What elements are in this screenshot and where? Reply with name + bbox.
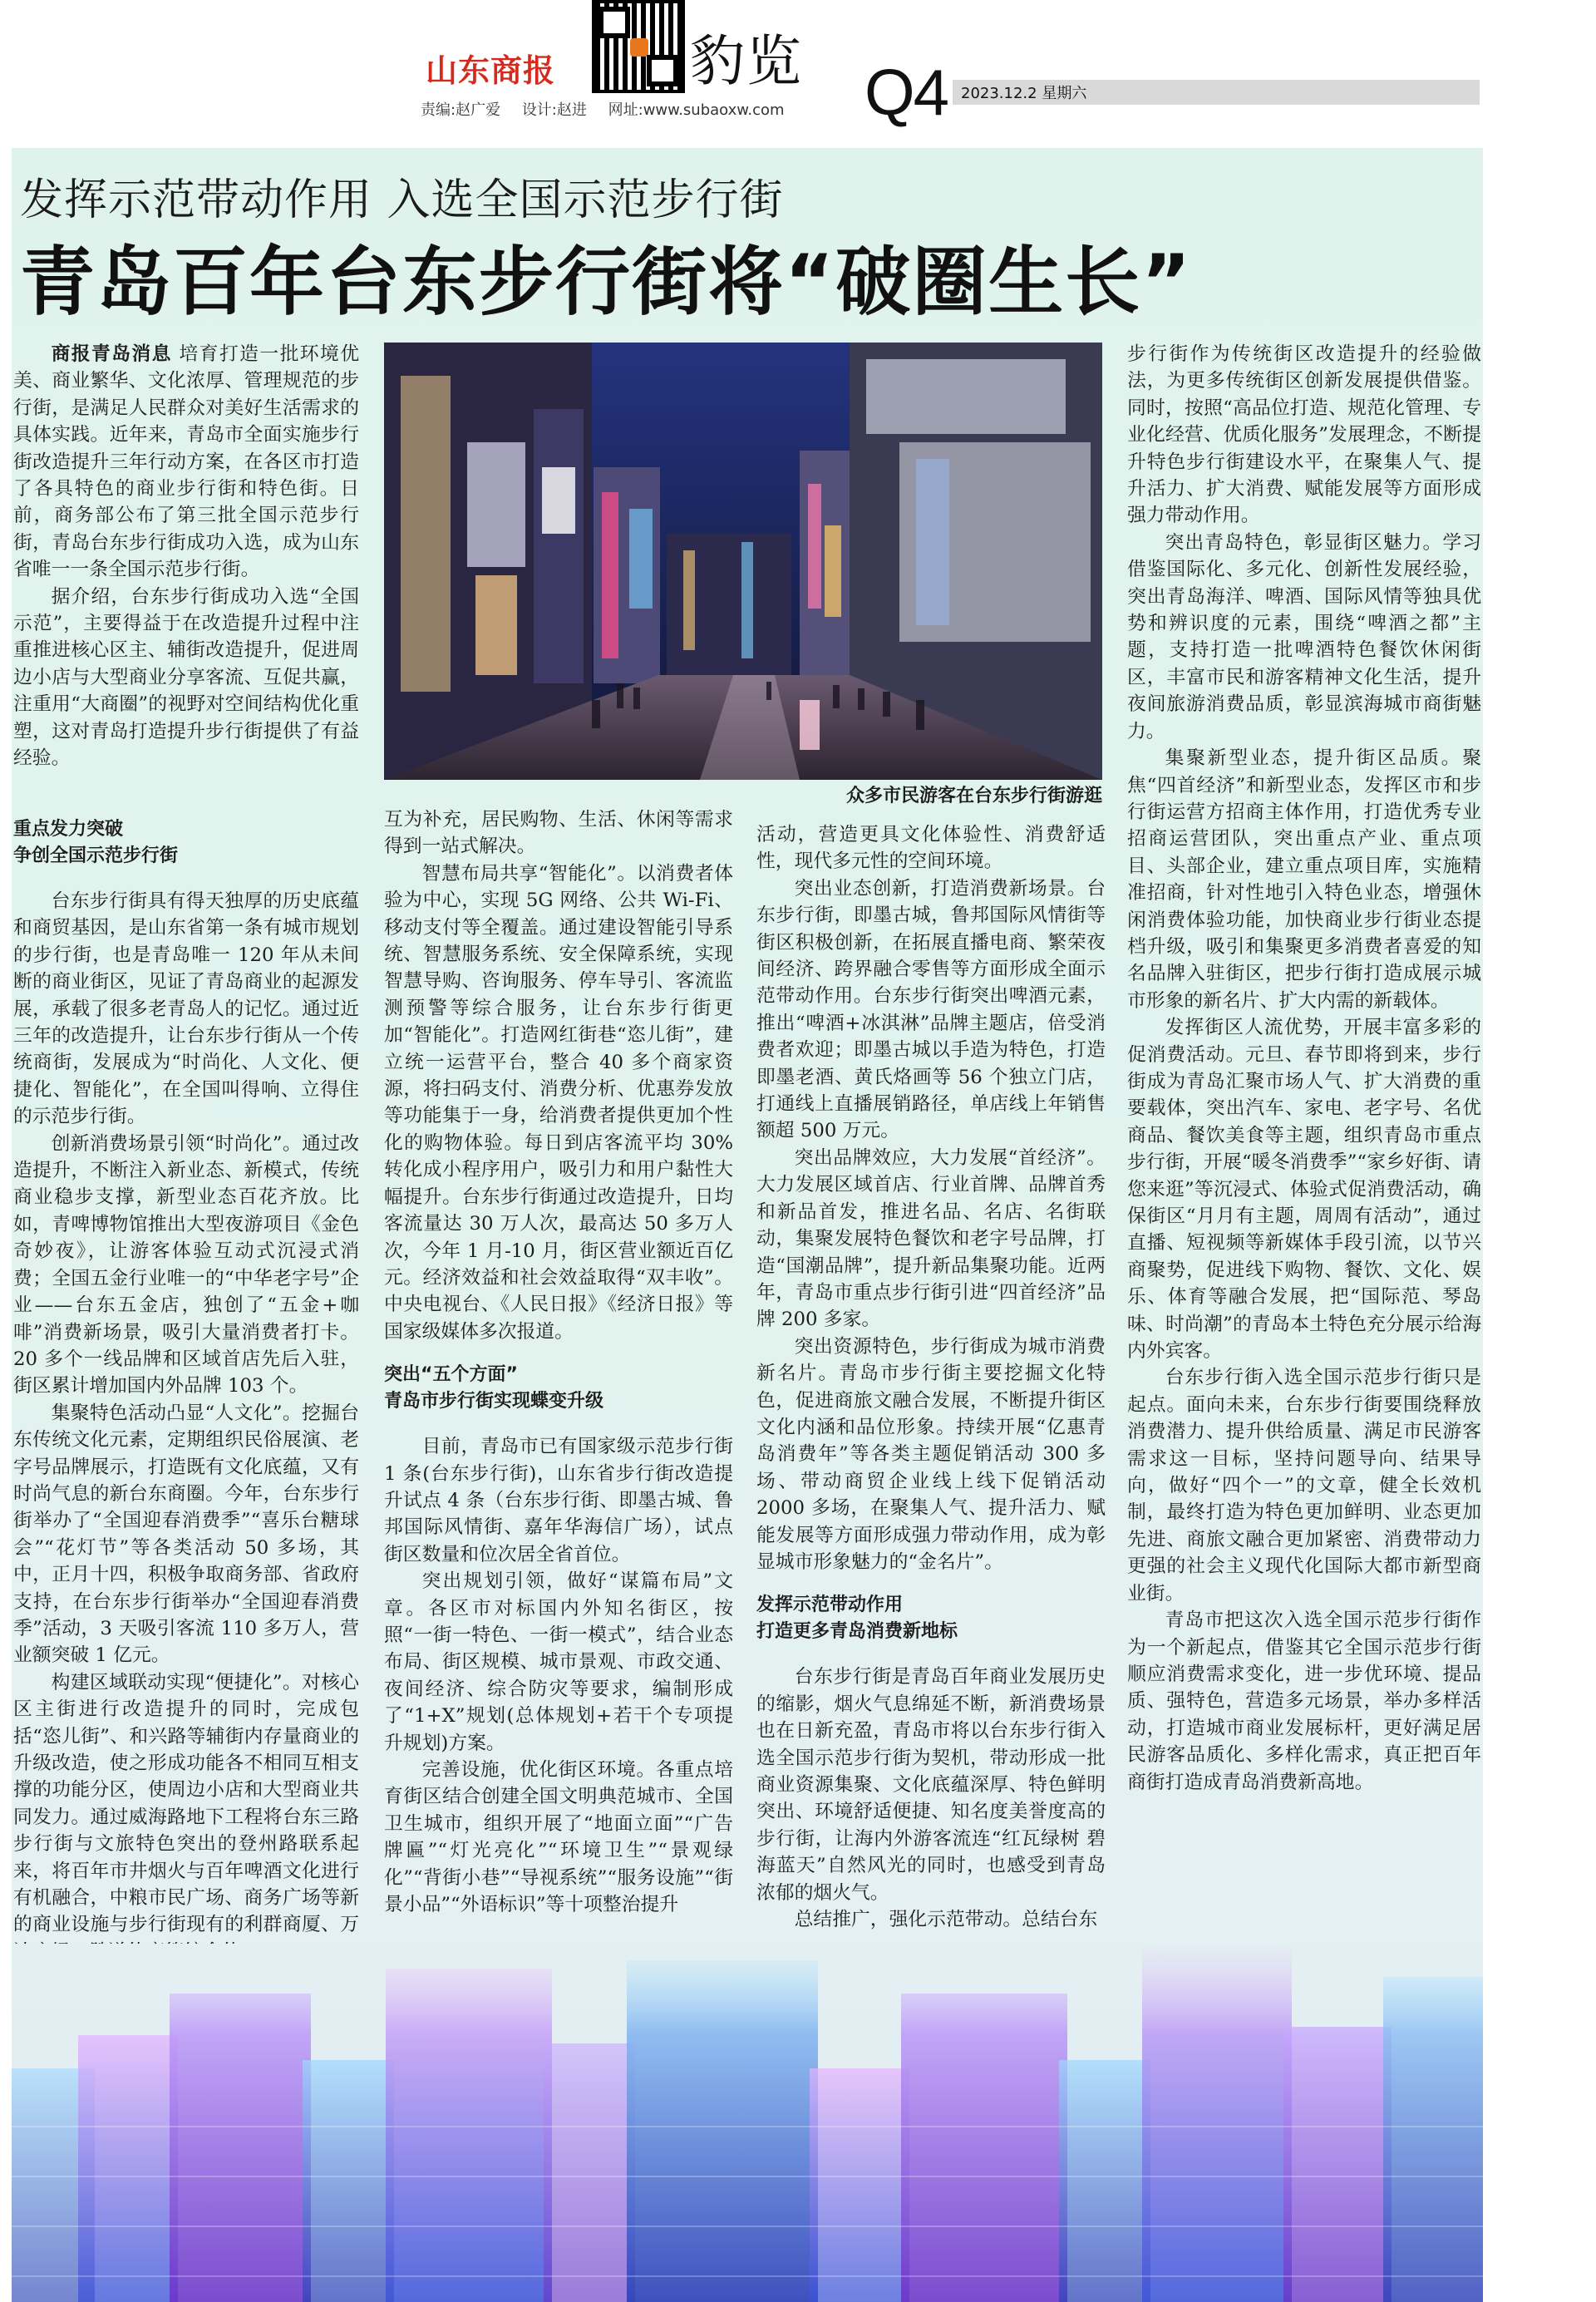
section-1-heading-line-2: 争创全国示范步行街 <box>13 845 179 866</box>
section-3-heading <box>756 1592 1106 1645</box>
section-3-heading-line-2: 打造更多青岛消费新地标 <box>756 1621 958 1643</box>
night-street-image <box>384 343 1102 780</box>
section-2-heading-line-2: 青岛市步行街实现蝶变升级 <box>384 1391 604 1412</box>
paragraph: 台东步行街入选全国示范步行街只是起点。面向未来，台东步行街要围绕释放消费潜力、提升供给质量、满足市民游客需求这一目标，坚持问题导向、结果导向，做好“四个一”的文章，健全长效机制，最终打造为特色更加鲜明、业态更加先进、商旅文融合更加紧密、消费带动力更强的社会主义现代化国际大都市新型商业街。 <box>1127 1367 1481 1604</box>
paragraph-continued: 互为补充，居民购物、生活、休闲等需求得到一站式解决。 <box>384 809 733 858</box>
section-1-heading <box>13 816 359 870</box>
column-4 <box>1127 341 1481 1796</box>
paragraph: 智慧布局共享“智能化”。以消费者体验为中心，实现 5G 网络、公共 Wi-Fi、移动支付等全覆盖。通过建设智能引导系统、智慧服务系统、安全保障系统，实现智慧导购、咨询服务、停车导引、客流监测预警等综合服务，让台东步行街更加“智能化”。打造网红街巷“恣儿街”，建立统一运营平台，整合 40 多个商家资源，将扫码支付、消费分析、优惠券发放等功能集于一身，给消费者提供更加个性化的购物体验。每日到店客流平均 30%转化成小程序用户，吸引力和用户黏性大幅提升。台东步行街通过改造提升，日均客流量达 30 万人次，最高达 50 多万人次，今年 1 月-10 月，街区营业额近百亿元。经济效益和社会效益取得“双丰收”。中央电视台、《人民日报》《经济日报》等国家级媒体多次报道。 <box>384 862 733 1343</box>
paragraph: 总结推广，强化示范带动。总结台东 <box>794 1909 1098 1931</box>
paragraph: 突出青岛特色，彰显街区魅力。学习借鉴国际化、多元化、创新性发展经验，突出青岛海洋、啤酒、国际风情等独具优势和辨识度的元素，围绕“啤酒之都”主题，支持打造一批啤酒特色餐饮休闲街区，丰富市民和游客精神文化生活，提升夜间旅游消费品质，彰显滨海城市商街魅力。 <box>1127 531 1481 742</box>
paragraph: 据介绍，台东步行街成功入选“全国示范”，主要得益于在改造提升过程中注重推进核心区主、辅街改造提升，促进周边小店与大型商业分享客流、互促共赢，注重用“大商圈”的视野对空间结构优化重塑，这对青岛打造提升步行街提供了有益经验。 <box>13 585 359 770</box>
date-bar <box>953 80 1480 105</box>
paragraph: 完善设施，优化街区环境。各重点培育街区结合创建全国文明典范城市、全国卫生城市，组织开展了“地面立面”“广告牌匾”“灯光亮化”“环境卫生”“景观绿化”“背街小巷”“导视系统”“服务设施”“街景小品”“外语标识”等十项整治提升 <box>384 1759 733 1916</box>
skyline-illustration <box>12 1944 1483 2302</box>
paragraph: 目前，青岛市已有国家级示范步行街 1 条(台东步行街)，山东省步行街改造提升试点 4 条（台东步行街、即墨古城、鲁邦国际风情街、嘉年华海信广场），试点街区数量和位次居全省首位。 <box>384 1436 733 1565</box>
photo-caption: 众多市民游客在台东步行街游逛 <box>846 786 1103 806</box>
paragraph-continued: 活动，营造更具文化体验性、消费舒适性，现代多元性的空间环境。 <box>756 824 1106 873</box>
designer-credit: 设计:赵进 <box>521 101 587 119</box>
paragraph: 集聚新型业态，提升街区品质。聚焦“四首经济”和新型业态，发挥区市和步行街运营方招商主体作用，打造优秀专业招商运营团队，突出重点产业、重点项目、头部企业，建立重点项目库，实施精准招商，针对性地引入特色业态，增强休闲消费体验功能，加快商业步行街业态提档升级，吸引和集聚更多消费者喜爱的知名品牌入驻街区，把步行街打造成展示城市形象的新名片、扩大内需的新载体。 <box>1127 747 1481 1012</box>
editor-line <box>421 98 785 120</box>
paragraph: 构建区域联动实现“便捷化”。对核心区主街进行改造提升的同时，完成包括“恣儿街”、和兴路等辅街内存量商业的升级改造，使之形成功能各不相同互相支撑的功能分区，使周边小店和大型商业共同发力。通过威海路地下工程将台东三路步行街与文旅特色突出的登州路联系起来，将百年市井烟火与百年啤酒文化进行有机融合，中粮市民广场、商务广场等新的商业设施与步行街现有的利群商厦、万 <box>13 1671 359 1936</box>
paragraph-continued: 步行街作为传统街区改造提升的经验做法，为更多传统街区创新发展提供借鉴。同时，按照“高品位打造、规范化管理、专业化经营、优质化服务”发展理念，不断提升特色步行街建设水平，在聚集人气、提升活力、扩大消费、赋能发展等方面形成强力带动作用。 <box>1127 343 1481 527</box>
column-1-bottom <box>13 800 359 1965</box>
paragraph: 发挥街区人流优势，开展丰富多彩的促消费活动。元旦、春节即将到来，步行街成为青岛汇聚市场人气、扩大消费的重要载体，突出汽车、家电、老字号、名优商品、餐饮美食等主题，组织青岛市重点步行街，开展“暖冬消费季”“家乡好街、请您来逛”等沉浸式、体验式促消费活动，确保街区“月月有主题，周周有活动”，通过直播、短视频等新媒体手段引流，以节兴商聚势，促进线下购物、餐饮、文化、娱乐、体育等融合发展，把“国际范、琴岛味、时尚潮”的青岛本土特色充分展示给海内外宾客。 <box>1127 1017 1481 1363</box>
section-2-heading-line-1: 突出“五个方面” <box>384 1364 518 1386</box>
paragraph: 突出业态创新，打造消费新场景。台东步行街，即墨古城，鲁邦国际风情街等街区积极创新，在拓展直播电商、繁荣夜间经济、跨界融合零售等方面形成全面示范带动作用。台东步行街突出啤酒元素，推出“啤酒+冰淇淋”品牌主题店，倍受消费者欢迎；即墨古城以手造为特色，打造即墨老酒、黄氏烙画等 56 个独立门店，打通线上直播展销路径，单店线上年销售额超 500 万元。 <box>756 877 1106 1142</box>
paragraph: 集聚特色活动凸显“人文化”。挖掘台东传统文化元素，定期组织民俗展演、老字号品牌展示，打造既有文化底蕴，又有时尚气息的新台东商圈。今年，台东步行街举办了“全国迎春消费季”“喜乐台糖球会”“花灯节”等各类活动 50 多场，其中，正月十四，积极争取商务部、省政府支持，在台东步行街举办“全国迎春消费季”活动，3 天吸引客流 110 多万人，营业额突破 1 亿元。 <box>13 1402 359 1667</box>
column-2 <box>384 806 733 1918</box>
page-number: Q4 <box>864 56 948 129</box>
paragraph: 青岛市把这次入选全国示范步行街作为一个新起点，借鉴其它全国示范步行街顺应消费需求变化，进一步优环境、提品质、强特色，营造多元场景，举办多样活动，打造城市商业发展标杆，更好满足居民游客品质化、多样化需求，真正把百年商街打造成青岛消费新高地。 <box>1127 1609 1481 1793</box>
lead-paragraph <box>13 341 359 584</box>
section-3-heading-line-1: 发挥示范带动作用 <box>756 1595 904 1616</box>
section-1-heading-line-1: 重点发力突破 <box>13 819 124 840</box>
section-name: 豹览 <box>690 29 803 93</box>
lead-text: 培育打造一批环境优美、商业繁华、文化浓厚、管理规范的步行街，是满足人民群众对美好生活需求的具体实践。近年来，青岛市全面实施步行街改造提升三年行动方案，在各区市打造了各具特色的商业步行街和特色街。日前，商务部公布了第三批全国示范步行街，青岛台东步行街成功入选，成为山东省唯一一条全国示范步行街。 <box>13 343 360 581</box>
website-link[interactable]: 网址:www.subaoxw.com <box>608 101 785 119</box>
paragraph: 突出规划引领，做好“谋篇布局”文章。各区市对标国内外知名街区，按照“一街一特色、一街一模式”，结合业态布局、街区规模、城市景观、市政交通、夜间经济、综合防灾等要求，编制形成了“1+X”规划(总体规划+若干个专项提升规划)方案。 <box>384 1570 733 1754</box>
issue-date: 2023.12.2 星期六 <box>961 85 1087 102</box>
paper-name: 山东商报 <box>426 52 556 89</box>
paragraph: 突出品牌效应，大力发展“首经济”。大力发展区域首店、行业首牌、品牌首秀和新品首发，推进名品、名店、名街联动，集聚发展特色餐饮和老字号品牌，打造“国潮品牌”，提升新品集聚功能。近两年，青岛市重点步行街引进“四首经济”品牌 200 多家。 <box>756 1146 1106 1331</box>
article-headline: 青岛百年台东步行街将“破圈生长” <box>20 239 1193 326</box>
paragraph: 突出资源特色，步行街成为城市消费新名片。青岛市步行街主要挖掘文化特色，促进商旅文融合发展，不断提升街区文化内涵和品位形象。持续开展“亿惠青岛消费年”等各类主题促销活动 300 多场、带动商贸企业线上线下促销活动 2000 多场，在聚集人气、提升活力、赋能发展等方面形成强力带动作用，成为彰显城市形象魅力的“金名片”。 <box>756 1335 1106 1573</box>
paragraph: 台东步行街具有得天独厚的历史底蕴和商贸基因，是山东省第一条有城市规划的步行街，也是青岛唯一 120 年从未间断的商业街区，见证了青岛商业的起源发展，承载了很多老青岛人的记忆。通过近三年的改造提升，让台东步行街从一个传统商街，发展成为“时尚化、人文化、便捷化、智能化”，在全国叫得响、立得住的示范步行街。 <box>13 890 359 1128</box>
column-3 <box>756 821 1106 1933</box>
section-2-heading <box>384 1362 733 1415</box>
paragraph: 创新消费场景引领“时尚化”。通过改造提升，不断注入新业态、新模式，传统商业稳步支撑，新型业态百花齐放。比如，青啤博物馆推出大型夜游项目《金色奇妙夜》，让游客体验互动式沉浸式消费；全国五金行业唯一的“中华老字号”企业——台东五金店，独创了“五金+咖啡”消费新场景，吸引大量消费者打卡。20 多个一线品牌和区域首店先后入驻，街区累计增加国内外品牌 103 个。 <box>13 1132 359 1397</box>
street-photo <box>384 343 1102 780</box>
article-panel <box>12 148 1483 2302</box>
article-kicker: 发挥示范带动作用 入选全国示范步行街 <box>20 175 784 225</box>
masthead <box>0 0 1596 129</box>
paragraph: 台东步行街是青岛百年商业发展历史的缩影，烟火气息绵延不断，新消费场景也在日新充盈，青岛市将以台东步行街入选全国示范步行街为契机，带动形成一批商业资源集聚、文化底蕴深厚、特色鲜明突出、环境舒适便捷、知名度美誉度高的步行街，让海内外游客流连“红瓦绿树 碧海蓝天”自然风光的同时，也感受到青岛浓郁的烟火气。 <box>756 1666 1106 1904</box>
lead-tag: 商报青岛消息 <box>51 343 172 365</box>
column-1-top <box>13 341 359 772</box>
qr-code-icon <box>592 0 685 93</box>
editor-credit: 责编:赵广爱 <box>421 101 501 119</box>
